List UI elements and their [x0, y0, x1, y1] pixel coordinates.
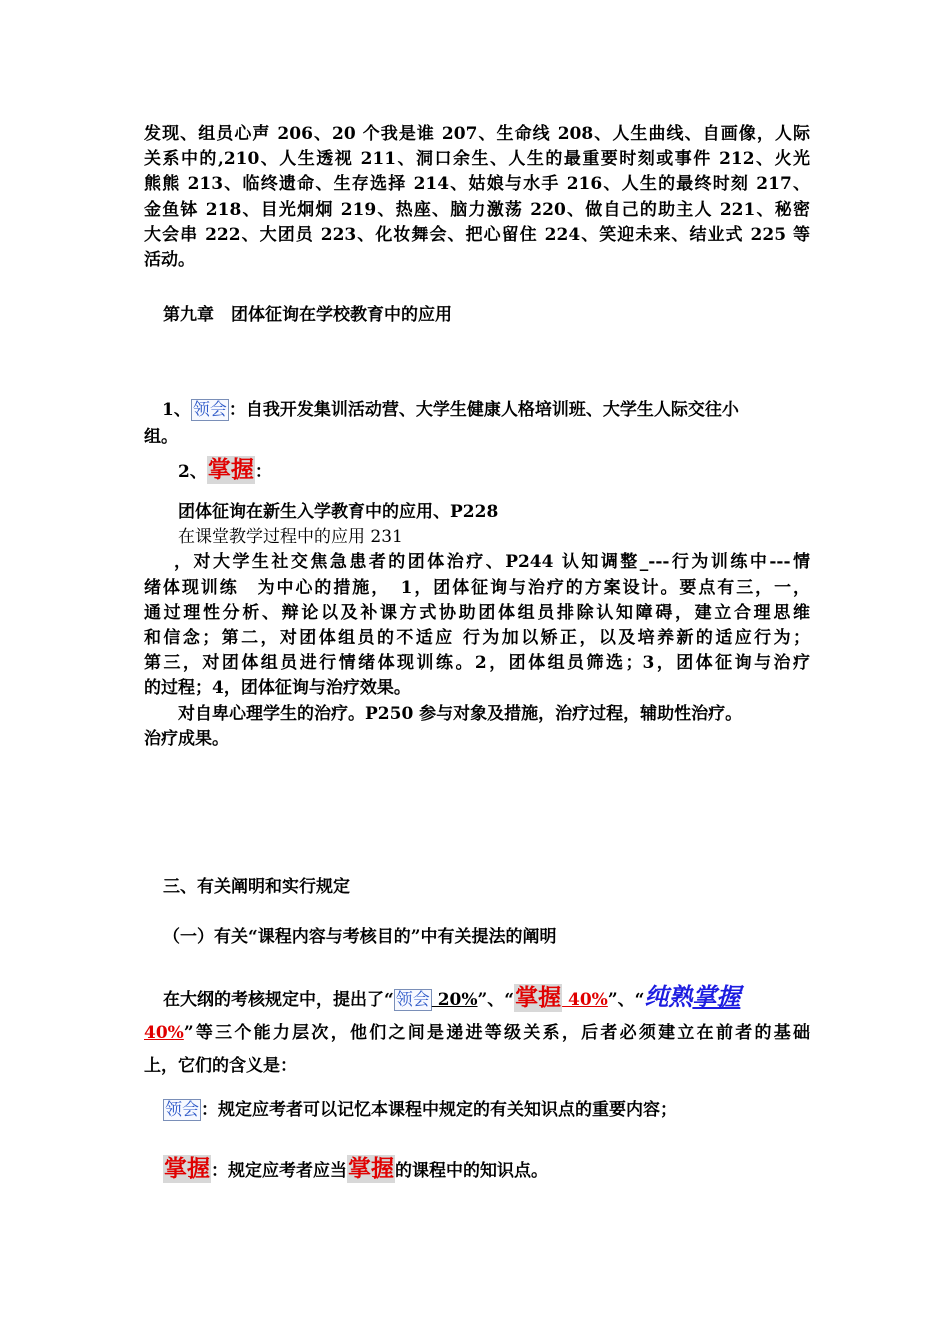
text-span: ”、“	[477, 990, 515, 1010]
text-line: ，对大学生社交焦急患者的团体治疗、P244 认知调整_---行为训练中---情	[174, 552, 810, 573]
applications-paragraph	[144, 500, 810, 752]
percent-20: 20%	[431, 990, 478, 1010]
text-line: 通过理性分析、辩论以及补课方式协助团体组员排除认知障碍，建立合理思维	[144, 602, 810, 623]
text-line: 上，它们的含义是：	[144, 1056, 297, 1076]
zhangWo-italic: 掌握	[692, 982, 741, 1011]
percent-40: 40%	[562, 990, 608, 1010]
lingHui-tag: 领会	[192, 400, 227, 420]
text-span: 在大纲的考核规定中，提出了“	[163, 990, 394, 1010]
definition-linghui	[163, 1095, 677, 1121]
section-heading: 三、有关阐明和实行规定	[163, 877, 350, 897]
text-line: 的过程；4，团体征询与治疗效果。	[144, 678, 411, 699]
item-number: 1、	[162, 400, 191, 420]
text-span: ”等三个能力层次，他们之间是递进等级关系，后者必须建立在前者的基础	[183, 1023, 810, 1043]
percent-40-b: 40%	[144, 1023, 184, 1043]
item-1	[144, 397, 810, 451]
text-span: ”、“	[607, 990, 645, 1010]
text-line: 活动。	[144, 250, 195, 271]
zhangWo-tag: 掌握	[207, 456, 254, 483]
definition-zhangwo	[163, 1155, 548, 1183]
text-line: 发现、组员心声 206、20 个我是谁 207、生命线 208、人生曲线、自画像，人际	[144, 124, 810, 144]
text-line: 绪体现训练 为中心的措施， 1，团体征询与治疗的方案设计。要点有三，一，	[144, 577, 810, 598]
text-line: 治疗成果。	[144, 728, 229, 749]
text-line: 关系中的,210、人生透视 211、洞口余生、人生的最重要时刻或事件 212、火光	[144, 149, 810, 170]
zhangWo-tag: 掌握	[348, 1155, 394, 1182]
levels-line-1	[144, 980, 810, 1017]
text-line: 在课堂教学过程中的应用 231	[178, 527, 403, 548]
item-number: 2、	[178, 462, 207, 482]
subsection-heading: （一）有关“课程内容与考核目的”中有关提法的阐明	[163, 927, 557, 947]
chunShu-label: 纯熟	[644, 982, 693, 1011]
text-line: 熊熊 213、临终遗命、生存选择 214、姑娘与水手 216、人生的最终时刻 217、	[144, 174, 810, 195]
text-line: 第三，对团体组员进行情绪体现训练。2，团体组员筛选；3，团体征询与治疗	[144, 653, 810, 674]
lingHui-tag: 领会	[395, 990, 430, 1010]
definition-text: 的课程中的知识点。	[395, 1161, 548, 1181]
zhangWo-tag: 掌握	[164, 1155, 210, 1182]
text-line: 团体征询在新生入学教育中的应用、P228	[178, 502, 499, 522]
text-line: 金鱼钵 218、目光炯炯 219、热座、脑力激荡 220、做自己的助主人 221、秘密	[144, 199, 810, 220]
definition-text: ：规定应考者应当	[211, 1161, 347, 1181]
item-text: ：自我开发集训活动营、大学生健康人格培训班、大学生人际交往小	[228, 400, 739, 420]
lingHui-tag: 领会	[165, 1100, 199, 1120]
text-line: 对自卑心理学生的治疗。P250 参与对象及措施，治疗过程，辅助性治疗。	[178, 703, 743, 724]
item-2	[178, 456, 272, 484]
definition-text: ：规定应考者可以记忆本课程中规定的有关知识点的重要内容；	[201, 1100, 677, 1120]
item-text: 组。	[144, 427, 178, 447]
colon: ：	[254, 462, 272, 482]
zhangWo-tag: 掌握	[515, 984, 562, 1011]
text-line: 大会串 222、大团员 223、化妆舞会、把心留住 224、笑迎未来、结业式 225 等	[144, 224, 810, 245]
activities-paragraph	[144, 122, 810, 273]
levels-paragraph	[144, 980, 810, 1083]
levels-line-2	[144, 1017, 810, 1050]
chapter-heading: 第九章 团体征询在学校教育中的应用	[163, 305, 452, 325]
item-1-line	[144, 397, 810, 424]
text-line: 和信念；第二，对团体组员的不适应 行为加以矫正，以及培养新的适应行为；	[144, 628, 810, 649]
